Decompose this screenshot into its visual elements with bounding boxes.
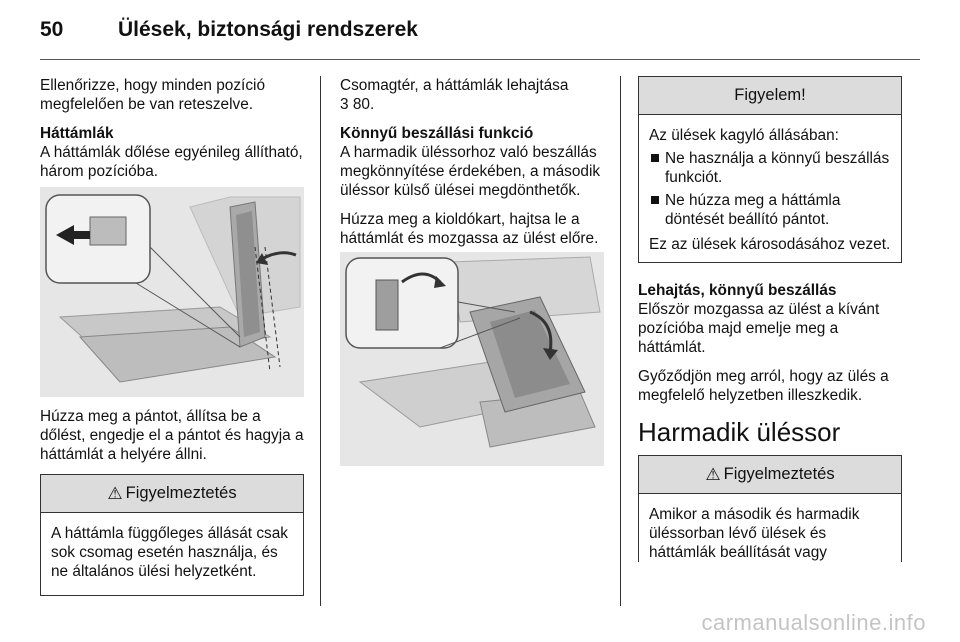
fold-text: Először mozgassa az ülést a kívánt pozícióba majd emelje meg a háttámlát. bbox=[638, 301, 880, 356]
column-1 bbox=[40, 76, 304, 596]
cargo-fold-text: Csomagtér, a háttámlák lehajtása bbox=[340, 77, 569, 94]
backrest-instruction: Húzza meg a pántot, állítsa be a dőlést, engedje el a pántot és hagyja a háttámlát a helyére állni. bbox=[40, 408, 304, 463]
header-divider bbox=[40, 59, 920, 60]
warning-body bbox=[41, 513, 303, 595]
warning-body bbox=[639, 494, 901, 562]
intro-paragraph: Ellenőrizze, hogy minden pozíció megfelelően be van reteszelve. bbox=[40, 77, 265, 113]
seat-fold-drawing bbox=[340, 252, 604, 466]
caution-item: Ne húzza meg a háttámla döntését beállító pántot. bbox=[649, 191, 891, 229]
warning-triangle-icon: ⚠ bbox=[705, 465, 721, 484]
column-2 bbox=[340, 76, 604, 476]
warning-triangle-icon: ⚠ bbox=[107, 484, 123, 503]
caution-item: Ne használja a könnyű beszállás funkciót. bbox=[649, 149, 891, 187]
easy-entry-text: A harmadik üléssorhoz való beszállás megkönnyítése érdekében, a második üléssor külső ülései megdönthetők. bbox=[340, 144, 601, 199]
warning-box-third-row bbox=[638, 455, 902, 562]
backrest-text: A háttámlák dőlése egyénileg állítható, három pozícióba. bbox=[40, 144, 303, 180]
backrest-adjust-illustration bbox=[40, 187, 304, 397]
watermark: carmanualsonline.info bbox=[701, 610, 926, 635]
caution-list bbox=[649, 149, 891, 229]
warning-header bbox=[41, 475, 303, 513]
caution-box bbox=[638, 76, 902, 263]
chapter-title: Ülések, biztonsági rendszerek bbox=[118, 18, 418, 41]
warning-header bbox=[639, 456, 901, 494]
page-header bbox=[40, 16, 920, 56]
easy-entry-instruction: Húzza meg a kioldókart, hajtsa le a háttámlát és mozgassa az ülést előre. bbox=[340, 211, 599, 247]
column-3 bbox=[638, 76, 902, 562]
easy-entry-illustration bbox=[340, 252, 604, 466]
column-divider-1 bbox=[320, 76, 321, 606]
seat-backrest-drawing bbox=[40, 187, 304, 397]
cargo-fold-reference: 3 80. bbox=[340, 96, 375, 113]
section-title: Harmadik üléssor bbox=[638, 417, 841, 447]
backrest-heading: Háttámlák bbox=[40, 125, 114, 142]
caution-body bbox=[639, 115, 901, 262]
caution-title: Figyelem! bbox=[734, 86, 806, 104]
page-number: 50 bbox=[40, 18, 64, 41]
warning-title: Figyelmeztetés bbox=[125, 484, 237, 502]
check-text: Győződjön meg arról, hogy az ülés a megfelelő helyzetben illeszkedik. bbox=[638, 368, 889, 404]
easy-entry-heading: Könnyű beszállási funkció bbox=[340, 125, 534, 142]
warning-text: A háttámla függőleges állását csak sok csomag esetén használja, és ne általános ülési helyzetként. bbox=[51, 525, 288, 580]
fold-heading: Lehajtás, könnyű beszállás bbox=[638, 282, 837, 299]
warning-title: Figyelmeztetés bbox=[723, 465, 835, 483]
caution-header bbox=[639, 77, 901, 115]
caution-note: Ez az ülések károsodásához vezet. bbox=[649, 236, 891, 253]
warning-text: Amikor a második és harmadik üléssorban lévő ülések és háttámlák beállítását vagy bbox=[649, 506, 860, 561]
caution-lead: Az ülések kagyló állásában: bbox=[649, 127, 839, 144]
column-divider-2 bbox=[620, 76, 621, 606]
warning-box-backrest bbox=[40, 474, 304, 596]
